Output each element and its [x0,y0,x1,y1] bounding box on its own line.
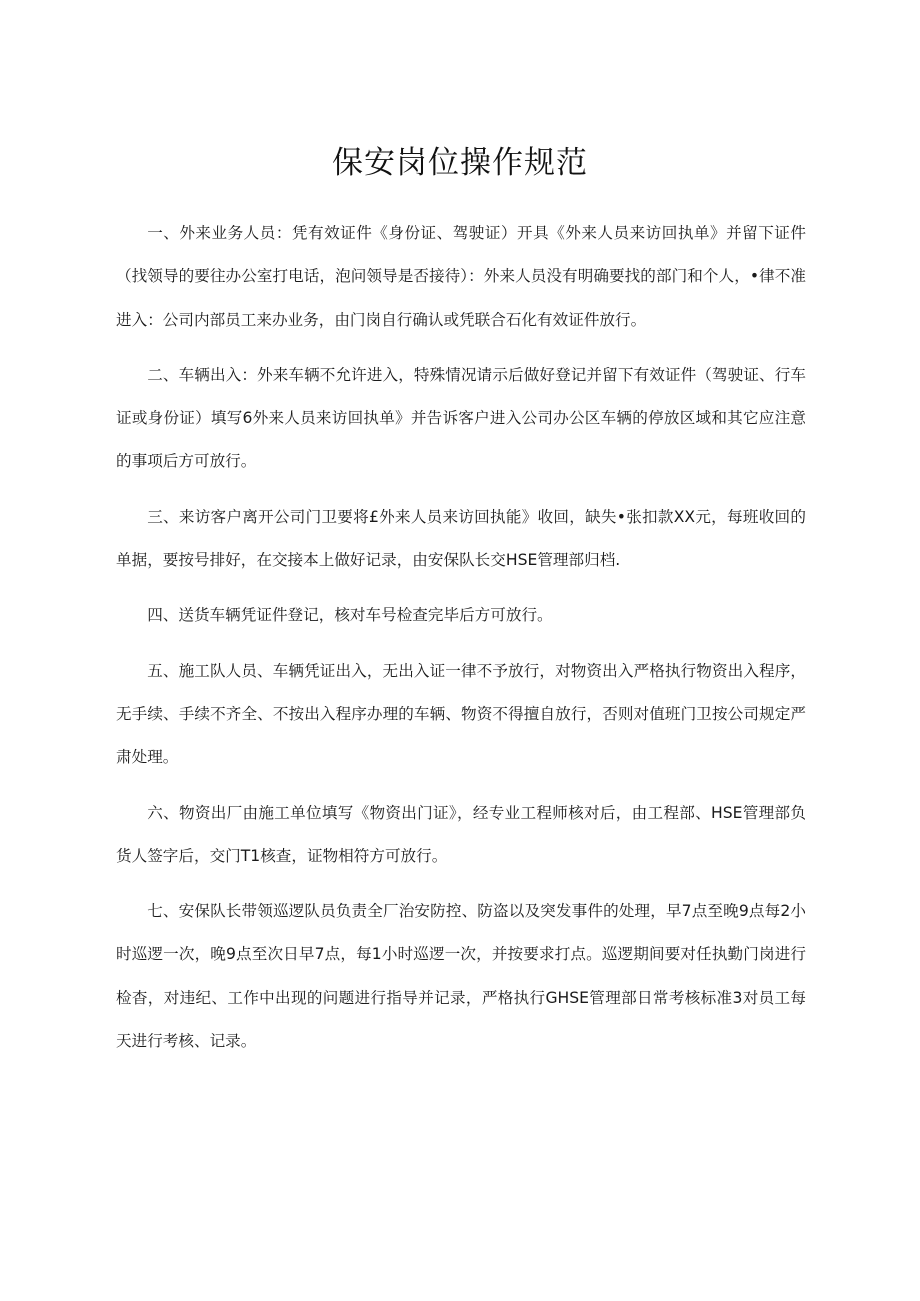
paragraph-1: 一、外来业务人员：凭有效证件《身份证、驾驶证）开具《外来人员来访回执单》并留下证件（找领导的要往办公室打电话，泡问领导是否接待）：外来人员没有明确要找的部门和个人，•律不准进入：公司内部员工来办业务，由门岗自行确认或凭联合石化有效证件放行。 [116,224,806,329]
page-title: 保安岗位操作规范 [332,145,588,181]
paragraph-2: 二、车辆出入：外来车辆不允许进入，特殊情况请示后做好登记并留下有效证件（驾驶证、行车证或身份证）填写6外来人员来访回执单》并告诉客户进入公司办公区车辆的停放区域和其它应注意的事项后方可放行。 [116,365,806,471]
paragraph-3: 三、来访客户离开公司门卫要将£外来人员来访回执能》收回，缺失•张扣款XX元，每班收回的单据，要按号排好，在交接本上做好记录，由安保队长交HSE管理部归档. [116,507,806,570]
paragraph-6: 六、物资出厂由施工单位填写《物资出门证》，经专业工程师核对后，由工程部、HSE管理部负货人签字后，交门T1核查，证物相符方可放行。 [116,803,806,865]
document-body [116,212,806,1075]
paragraph-5: 五、施工队人员、车辆凭证出入，无出入证一律不予放行，对物资出入严格执行物资出入程序，无手续、手续不齐全、不按出入程序办理的车辆、物资不得擅自放行，否则对值班门卫按公司规定严肃处理。 [116,661,806,767]
paragraph-7: 七、安保队长带领巡逻队员负责全厂治安防控、防盗以及突发事件的处理，早7点至晚9点每2小时巡逻一次，晚9点至次日早7点，每1小时巡逻一次，并按要求打点。巡逻期间要对任执勤门岗进行检杳，对违纪、工作中出现的问题进行指导并记录，严格执行GHSE管理部日常考核标准3对员工每天进行考核、记录。 [116,902,806,1051]
paragraph-4: 四、送货车辆凭证件登记，核对车号检查完毕后方可放行。 [147,606,553,625]
